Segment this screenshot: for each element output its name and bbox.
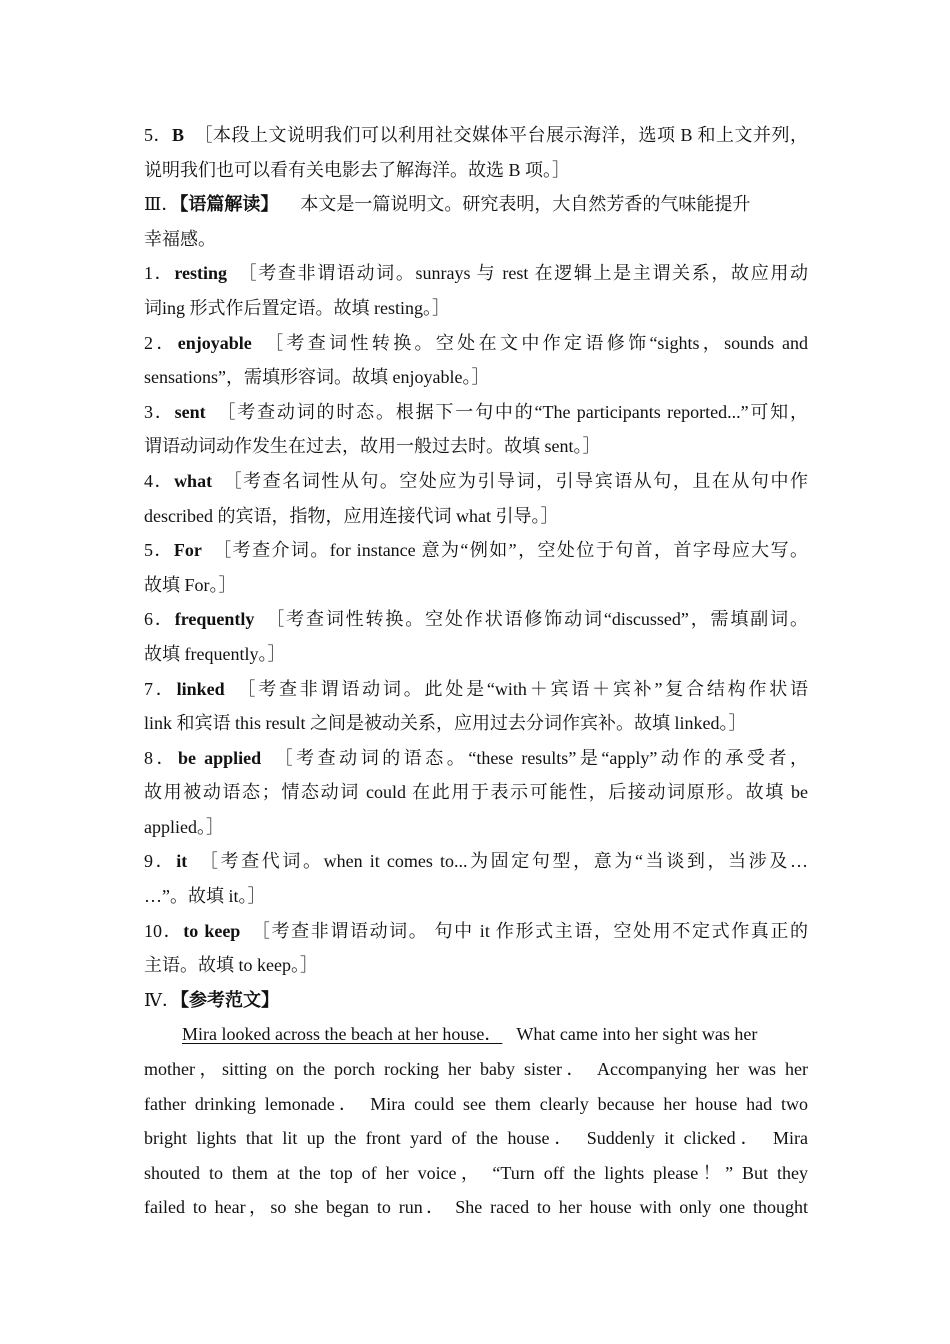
item-explanation-line: 谓语动词动作发生在过去，故用一般过去时。故填 sent。］: [144, 436, 601, 457]
item-answer: sent: [174, 401, 206, 422]
item-explanation-line: ［考查名词性从句。空处应为引导词，引导宾语从句，且在从句中作: [222, 470, 808, 491]
item-answer: be applied: [178, 747, 262, 768]
essay-text: mother，sitting on the porch rocking her baby sister． Accompanying her was her: [144, 1059, 808, 1080]
answer-item-9-cont: [144, 879, 808, 914]
item-explanation-line: ［考查代词。when it comes to...为固定句型，意为“当谈到，当涉及…: [197, 851, 809, 872]
item-answer: linked: [176, 678, 225, 699]
answer-item-3-cont: [144, 429, 808, 464]
item-number: 1．: [144, 263, 175, 284]
item-explanation-line: sensations”，需填形容词。故填 enjoyable。］: [144, 367, 490, 388]
item-answer: frequently: [174, 609, 255, 630]
answer-item-4-cont: [144, 499, 808, 534]
answer-item-9: [144, 844, 808, 879]
answer-item-1-cont: [144, 291, 808, 326]
item-explanation-line: ［考查动词的时态。根据下一句中的“The participants reported...”可知，: [215, 401, 809, 422]
item-answer: it: [176, 851, 188, 872]
item-explanation-line: ［本段上文说明我们可以利用社交媒体平台展示海洋，选项 B 和上文并列，: [194, 125, 808, 145]
answer-item-5: [144, 533, 808, 568]
answer-item-prev-5: [144, 118, 808, 153]
answer-item-10: [144, 914, 808, 949]
essay-text: bright lights that lit up the front yard of the house． Suddenly it clicked． Mira: [144, 1128, 808, 1149]
item-answer: B: [172, 125, 185, 145]
section-3-intro-cont: [144, 222, 808, 257]
essay-line: [144, 1121, 808, 1156]
item-explanation-line: 词ing 形式作后置定语。故填 resting。］: [144, 297, 450, 318]
document-page: [144, 118, 808, 1225]
item-number: 6．: [144, 609, 175, 630]
item-number: 3．: [144, 401, 175, 422]
item-explanation-line: described 的宾语，指物，应用连接代词 what 引导。］: [144, 505, 559, 526]
item-explanation-line: applied。］: [144, 816, 224, 837]
answer-item-2-cont: [144, 360, 808, 395]
essay-line: [144, 1087, 808, 1122]
section-numeral: Ⅳ．: [144, 989, 180, 1010]
item-answer: resting: [174, 263, 227, 284]
item-explanation-line: ［考查非谓语动词。sunrays 与 rest 在逻辑上是主谓关系，故应用动: [236, 263, 809, 284]
answer-item-7-cont: [144, 706, 808, 741]
answer-item-7: [144, 672, 808, 707]
section-intro-line: 本文是一篇说明文。研究表明，大自然芳香的气味能提升: [300, 194, 751, 215]
section-3-heading: [144, 187, 808, 222]
essay-line: [144, 1052, 808, 1087]
item-explanation-line: ［考查动词的语态。“these results”是“apply”动作的承受者，: [271, 747, 808, 768]
answer-item-8-cont: [144, 775, 808, 810]
section-title: 【参考范文】: [179, 989, 279, 1010]
essay-text: shouted to them at the top of her voice， “Turn off the lights please！” But they: [144, 1162, 808, 1183]
essay-text: failed to hear，so she began to run． She raced to her house with only one thought: [144, 1197, 808, 1218]
answer-item-prev-5-cont: [144, 153, 808, 188]
section-title: 【语篇解读】: [179, 194, 279, 215]
item-explanation-line: …”。故填 it。］: [144, 886, 266, 907]
item-number: 8．: [144, 747, 179, 768]
answer-item-10-cont: [144, 948, 808, 983]
item-number: 2．: [144, 332, 178, 353]
item-answer: to keep: [183, 920, 241, 941]
essay-text: father drinking lemonade． Mira could see them clearly because her house had two: [144, 1093, 808, 1114]
essay-text: What came into her sight was her: [516, 1024, 758, 1045]
item-explanation-line: 故填 For。］: [144, 574, 237, 595]
answer-item-4: [144, 464, 808, 499]
item-answer: For: [173, 540, 202, 561]
item-explanation-line: ［考查非谓语动词。此处是“with＋宾语＋宾补”复合结构作状语: [234, 678, 809, 699]
answer-item-5-cont: [144, 568, 808, 603]
item-answer: what: [174, 470, 213, 491]
item-explanation-line: link 和宾语 this result 之间是被动关系，应用过去分词作宾补。故填 linked。］: [144, 713, 747, 734]
item-number: 9．: [144, 851, 177, 872]
section-intro-line: 幸福感。: [144, 228, 216, 249]
answer-item-6: [144, 602, 808, 637]
answer-item-6-cont: [144, 637, 808, 672]
item-explanation-line: 说明我们也可以看有关电影去了解海洋。故选 B 项。］: [144, 159, 571, 180]
item-number: 10．: [144, 920, 184, 941]
item-number: 4．: [144, 470, 175, 491]
item-explanation-line: ［考查介词。for instance 意为“例如”，空处位于句首，首字母应大写。: [211, 540, 808, 561]
essay-line: [144, 1190, 808, 1225]
answer-item-3: [144, 395, 808, 430]
essay-underlined-sentence: Mira looked across the beach at her house．: [182, 1024, 503, 1045]
item-explanation-line: 故用被动语态；情态动词 could 在此用于表示可能性，后接动词原形。故填 be: [144, 782, 808, 803]
item-explanation-line: ［考查词性转换。空处作状语修饰动词“discussed”，需填副词。: [264, 609, 808, 630]
item-explanation-line: 主语。故填 to keep。］: [144, 955, 318, 976]
answer-item-2: [144, 326, 808, 361]
section-4-heading: [144, 983, 808, 1018]
item-number: 7．: [144, 678, 177, 699]
section-numeral: Ⅲ．: [144, 194, 180, 215]
item-explanation-line: ［考查非谓语动词。 句中 it 作形式主语，空处用不定式作真正的: [250, 920, 809, 941]
answer-item-8-cont2: [144, 810, 808, 845]
answer-item-1: [144, 256, 808, 291]
item-number: 5．: [144, 125, 172, 145]
item-number: 5．: [144, 540, 174, 561]
answer-item-8: [144, 741, 808, 776]
item-explanation-line: 故填 frequently。］: [144, 643, 286, 664]
item-answer: enjoyable: [177, 332, 252, 353]
essay-line: [144, 1156, 808, 1191]
item-explanation-line: ［考查词性转换。空处在文中作定语修饰“sights，sounds and: [261, 332, 809, 353]
essay-line-first: [144, 1017, 808, 1052]
